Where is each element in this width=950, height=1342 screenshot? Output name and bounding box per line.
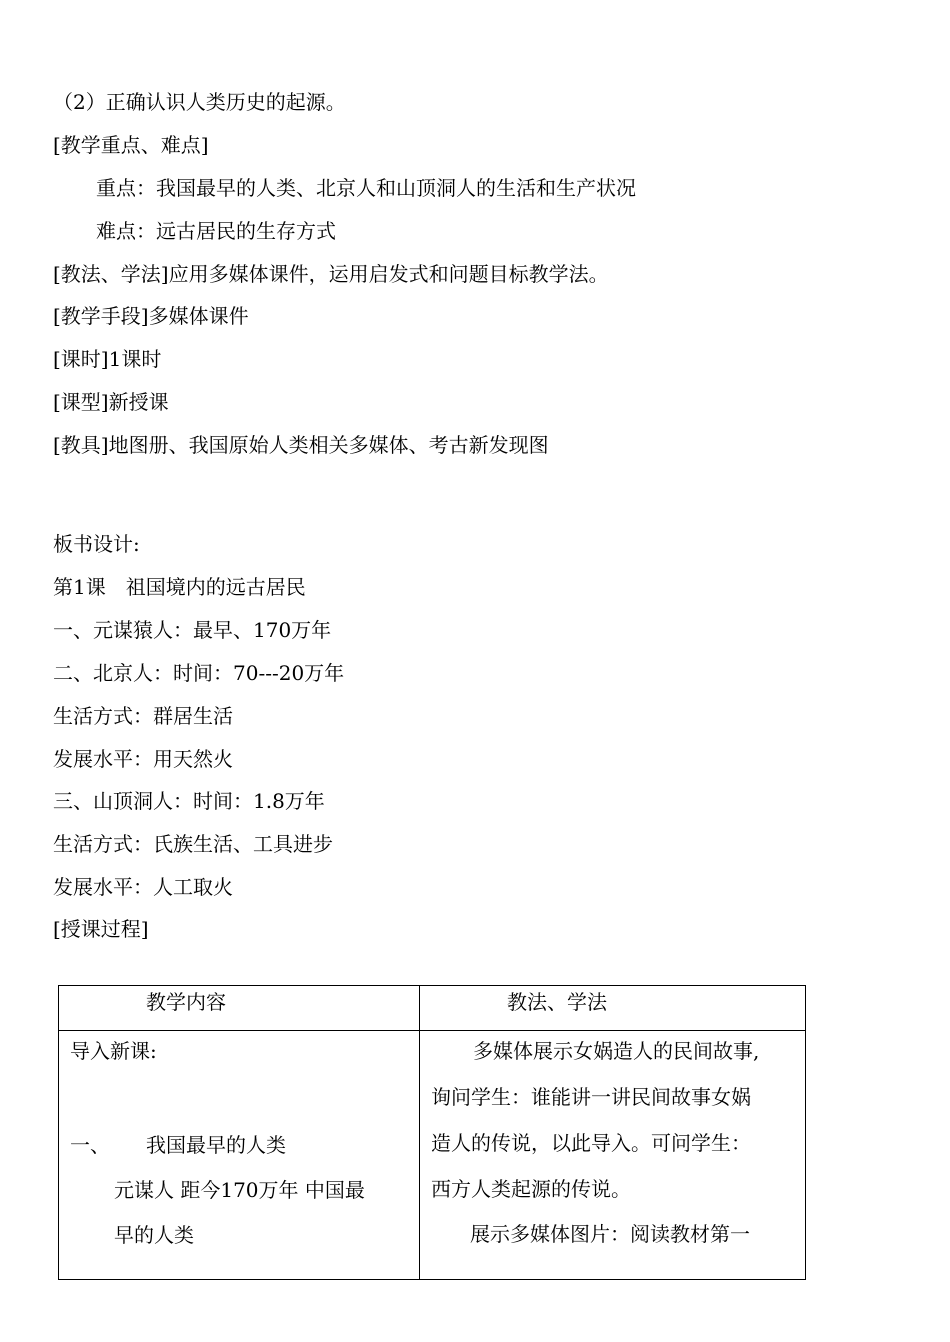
board-item-3: 三、山顶洞人：时间：1.8万年: [53, 789, 325, 813]
key-heading: [教学重点、难点]: [53, 133, 209, 157]
lesson-process-table: [58, 985, 806, 1280]
method-cell: [420, 1031, 806, 1280]
board-item-2: 二、北京人：时间：70---20万年: [53, 661, 345, 685]
table-row: [59, 1031, 806, 1280]
method-line-2: 询问学生：谁能讲一讲民间故事女娲: [431, 1085, 751, 1109]
board-item-3-life: 生活方式：氏族生活、工具进步: [53, 832, 333, 856]
section-detail-line-1: 元谋人 距今170万年 中国最: [114, 1178, 365, 1202]
method-line-4: 西方人类起源的传说。: [431, 1177, 631, 1201]
lesson-type-line: [课型]新授课: [53, 390, 169, 414]
section-detail-line-2: 早的人类: [114, 1223, 194, 1247]
board-item-3-level: 发展水平：人工取火: [53, 875, 233, 899]
board-lesson-title: 第1课 祖国境内的远古居民: [53, 575, 306, 599]
means-line: [教学手段]多媒体课件: [53, 304, 249, 328]
method-line-1: 多媒体展示女娲造人的民间故事,: [473, 1039, 760, 1063]
board-item-2-life: 生活方式：群居生活: [53, 704, 233, 728]
hours-line: [课时]1课时: [53, 347, 162, 371]
header-teaching-content: 教学内容: [146, 990, 226, 1014]
key-point: 重点：我国最早的人类、北京人和山顶洞人的生活和生产状况: [96, 176, 636, 200]
table-header-row: [59, 986, 806, 1031]
header-cell-content: [59, 986, 420, 1031]
method-line-5: 展示多媒体图片：阅读教材第一: [470, 1222, 750, 1246]
content-cell: [59, 1031, 420, 1280]
board-item-1: 一、元谋猿人：最早、170万年: [53, 618, 332, 642]
method-line: [教法、学法]应用多媒体课件，运用启发式和问题目标教学法。: [53, 262, 609, 286]
section-title: 我国最早的人类: [146, 1133, 286, 1157]
board-item-2-level: 发展水平：用天然火: [53, 747, 233, 771]
method-line-3: 造人的传说，以此导入。可问学生：: [431, 1131, 751, 1155]
board-heading: 板书设计:: [53, 532, 140, 556]
process-heading: [授课过程]: [53, 917, 149, 941]
section-number: 一、: [70, 1133, 110, 1157]
tools-line: [教具]地图册、我国原始人类相关多媒体、考古新发现图: [53, 433, 549, 457]
header-cell-method: [420, 986, 806, 1031]
intro-label: 导入新课:: [70, 1039, 157, 1063]
objective-2: （2）正确认识人类历史的起源。: [53, 90, 346, 114]
difficult-point: 难点：远古居民的生存方式: [96, 219, 336, 243]
header-teaching-method: 教法、学法: [507, 990, 607, 1014]
